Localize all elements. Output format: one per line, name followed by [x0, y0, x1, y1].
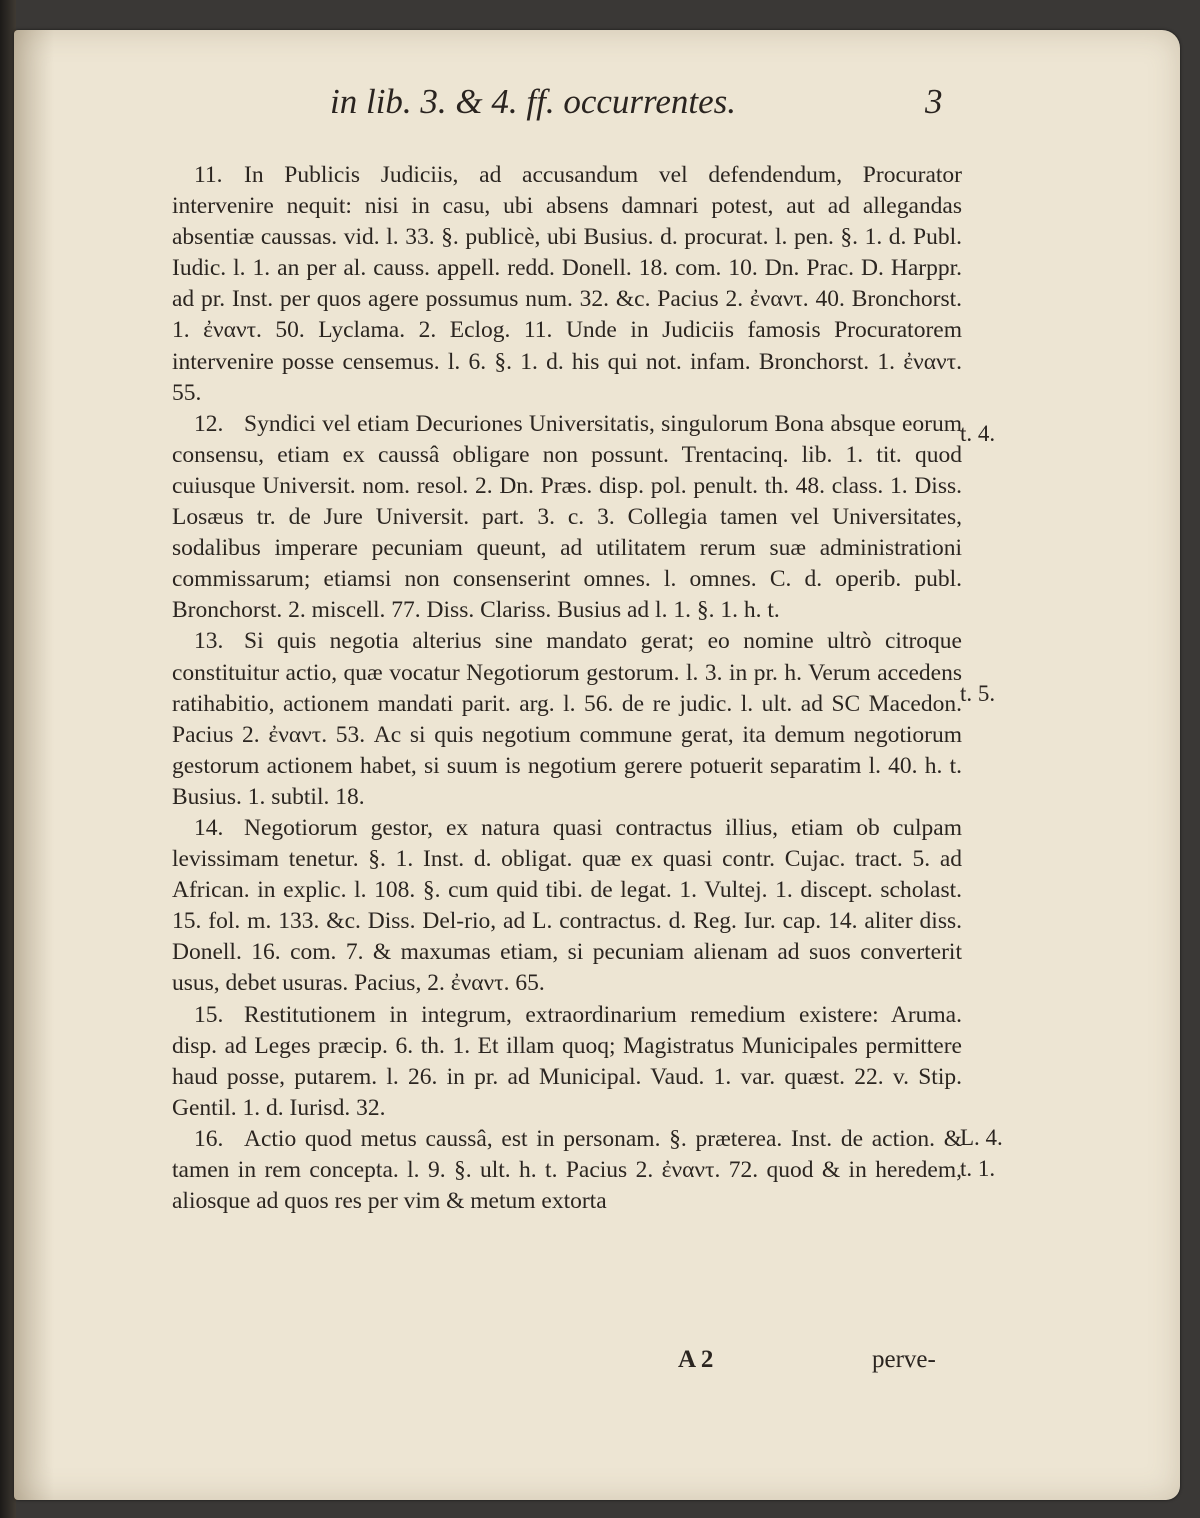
paragraph-12	[172, 409, 962, 627]
paragraph-13	[172, 626, 962, 813]
paragraph-15	[172, 1000, 962, 1124]
running-head: in lib. 3. & 4. ff. occurrentes.	[330, 82, 737, 121]
paragraph-text: Si quis negotia alterius sine mandato gerat; eo nomine ultrò citroque constituitur actio, quæ vocatur Negotiorum gestorum. l. 3. in pr. h. Verum accedens ratihabitio, actionem mandati parit. arg. l. 56. de re judic. l. ult. ad SC Macedon. Pacius 2. ἐναντ. 53. Ac si quis negotium commune gerat, ita demum negotiorum gestorum actionem habet, si suum is negotium gerere potuerit separatim l. 40. h. t. Busius. 1. subtil. 18.	[172, 628, 962, 810]
paragraph-number: 12.	[194, 410, 224, 437]
signature-mark: A 2	[678, 1346, 714, 1373]
paragraph-number: 13.	[194, 628, 224, 655]
paragraph-text: In Publicis Judiciis, ad accusandum vel defendendum, Procurator intervenire nequit: nisi in casu, ubi absens damnari potest, aut ad allegandas absentiæ caussas. vid. l. 33. §. publicè, ubi Busius. d. procurat. l. pen. §. 1. d. Publ. Iudic. l. 1. an per al. causs. appell. redd. Donell. 18. com. 10. Dn. Prac. D. Harppr. ad pr. Inst. per quos agere possumus num. 32. &c. Pacius 2. ἐναντ. 40. Bronchorst. 1. ἐναντ. 50. Lyclama. 2. Eclog. 11. Unde in Judiciis famosis Procuratorem intervenire posse censemus. l. 6. §. 1. d. his qui not. infam. Bronchorst. 1. ἐναντ. 55.	[172, 162, 962, 406]
paragraph-14	[172, 813, 962, 1000]
paragraph-text: Syndici vel etiam Decuriones Universitatis, singulorum Bona absque eorum consensu, etiam ex caussâ obligare non possunt. Trentacinq. lib. 1. tit. quod cuiusque Universit. nom. resol. 2. Dn. Præs. disp. pol. penult. th. 48. class. 1. Diss. Losæus tr. de Jure Universit. part. 3. c. 3. Collegia tamen vel Universitates, sodalibus imperare pecuniam queunt, ad utilitatem rerum suæ administrationi commissarum; etiamsi non consenserint omnes. l. omnes. C. d. operib. publ. Bronchorst. 2. miscell. 77. Diss. Clariss. Busius ad l. 1. §. 1. h. t.	[172, 410, 962, 624]
body-text	[172, 160, 962, 1217]
margin-note: t. 5.	[960, 681, 996, 706]
paragraph-number: 14.	[194, 814, 224, 841]
paragraph-16	[172, 1124, 962, 1217]
catchword: perve-	[872, 1346, 936, 1373]
folio-number: 3	[925, 82, 943, 121]
paragraph-text: Negotiorum gestor, ex natura quasi contractus illius, etiam ob culpam levissimam tenetur. §. 1. Inst. d. obligat. quæ ex quasi contr. Cujac. tract. 5. ad African. in explic. l. 108. §. cum quid tibi. de legat. 1. Vultej. 1. discept. scholast. 15. fol. m. 133. &c. Diss. Del-rio, ad L. contractus. d. Reg. Iur. cap. 14. aliter diss. Donell. 16. com. 7. & maxumas etiam, si pecuniam alienam ad suos converterit usus, debet usuras. Pacius, 2. ἐναντ. 65.	[172, 814, 962, 997]
margin-note: t. 4.	[960, 421, 996, 446]
paragraph-number: 16.	[194, 1125, 224, 1152]
paragraph-text: Actio quod metus caussâ, est in personam. §. præterea. Inst. de action. & tamen in rem concepta. l. 9. §. ult. h. t. Pacius 2. ἐναντ. 72. quod & in heredem, aliosque ad quos res per vim & metum extorta	[172, 1125, 962, 1215]
gutter-shadow	[14, 30, 54, 1500]
paragraph-11	[172, 160, 962, 409]
paragraph-number: 11.	[194, 162, 223, 188]
paragraph-number: 15.	[194, 1001, 224, 1028]
margin-note: t. 1.	[960, 1156, 996, 1181]
paragraph-text: Restitutionem in integrum, extraordinarium remedium existere: Aruma. disp. ad Leges præcip. 6. th. 1. Et illam quoq; Magistratus Municipales permittere haud posse, putarem. l. 26. in pr. ad Municipal. Vaud. 1. var. quæst. 22. v. Stip. Gentil. 1. d. Iurisd. 32.	[172, 1001, 962, 1121]
margin-note: L. 4.	[960, 1125, 1003, 1150]
